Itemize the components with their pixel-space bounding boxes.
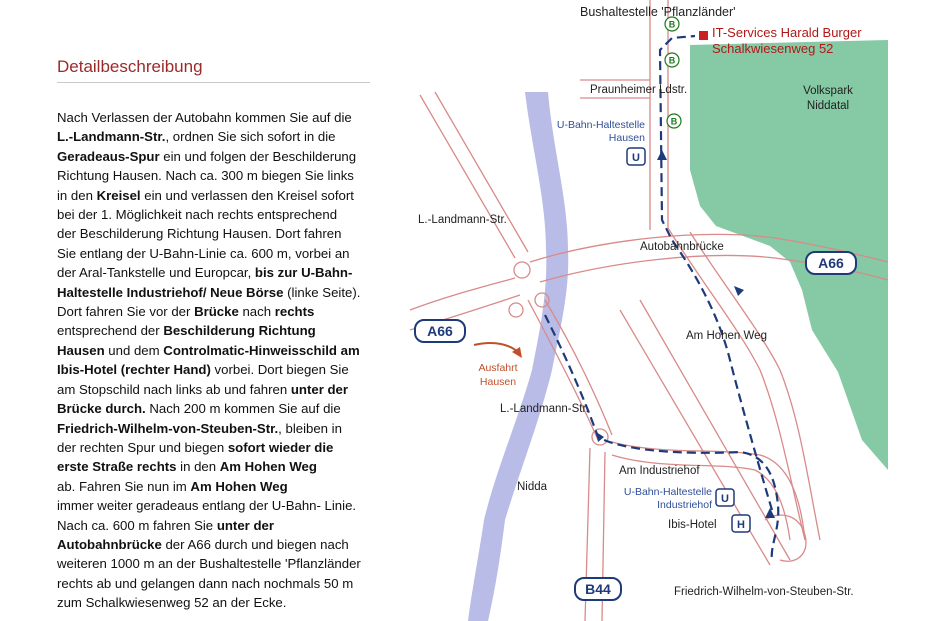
label-volkspark-1: Volkspark	[803, 85, 853, 97]
roundabout-west	[509, 303, 523, 317]
description-emphasis: Controlmatic-Hinweisschild am	[163, 342, 360, 358]
description-text-run: der A66 durch und biegen nach	[161, 536, 349, 552]
label-nidda: Nidda	[517, 481, 548, 493]
description-text-run: immer weiter geradeaus entlang der U-Bahn- Linie.	[57, 498, 357, 514]
label-autobahnbruecke: Autobahnbrücke	[640, 241, 724, 253]
road-landmann-upper	[420, 92, 528, 258]
label-volkspark-2: Niddatal	[806, 100, 850, 112]
description-text-run: ein und verlassen den Kreisel sofort	[140, 187, 354, 203]
description-emphasis: Geradeaus-Spur	[57, 148, 160, 164]
description-text-run: Nach 200 m kommen Sie auf die	[145, 401, 341, 417]
description-emphasis: Am Hohen Weg	[190, 478, 288, 494]
label-ausfahrt-1: Ausfahrt	[478, 362, 518, 374]
exit-arrow	[474, 343, 518, 352]
description-text-run: nach	[238, 304, 275, 320]
description-text-run: Sie entlang der U-Bahn-Linie ca. 600 m, vorbei an	[57, 245, 350, 261]
destination-marker	[699, 31, 708, 40]
description-emphasis: Haltestelle Industriehof/ Neue Börse	[57, 284, 284, 300]
description-emphasis: Kreisel	[96, 187, 141, 203]
description-emphasis: L.-Landmann-Str.	[57, 129, 166, 145]
description-text-run: (linke Seite).	[283, 284, 361, 300]
description-emphasis: Ibis-Hotel (rechter Hand)	[57, 362, 211, 378]
label-ausfahrt-2: Hausen	[479, 376, 517, 388]
road-ubahn-north	[650, 0, 668, 230]
shield-b44-text: B44	[585, 581, 611, 597]
description-text-run: ab. Fahren Sie nun im	[57, 478, 191, 494]
destination-street: Schalkwiesenweg 52	[712, 41, 834, 56]
label-ubahn-ind-2: Industriehof	[657, 499, 712, 511]
description-text-run: der Beschilderung Richtung Hausen. Dort fahren	[57, 226, 342, 242]
ubahn-symbol: U	[721, 493, 729, 505]
bus-symbol: B	[670, 116, 678, 127]
description-text-run: ein und folgen der Beschilderung	[159, 148, 357, 164]
label-landmann-top: L.-Landmann-Str.	[418, 214, 507, 226]
label-steuben: Friedrich-Wilhelm-von-Steuben-Str.	[674, 586, 854, 598]
description-emphasis: Am Hohen Weg	[219, 459, 317, 475]
label-praunheimer: Praunheimer Ldstr.	[590, 84, 688, 96]
description-text-run: Dort fahren Sie vor der	[57, 304, 195, 320]
description-text-run: am Stopschild nach links ab und fahren	[57, 381, 291, 397]
shield-a66-left-text: A66	[427, 323, 453, 339]
description-text-run: Nach Verlassen der Autobahn kommen Sie auf die	[57, 110, 352, 125]
description-text-run: entsprechend der	[57, 323, 164, 339]
description-text-run: , bleiben in	[278, 420, 342, 436]
description-emphasis: Hausen	[57, 342, 105, 358]
description-emphasis: Autobahnbrücke	[57, 536, 162, 552]
river-nidda	[468, 92, 568, 621]
description-text-run: der rechten Spur und biegen	[57, 439, 228, 455]
shield-a66-right-text: A66	[818, 255, 844, 271]
description-emphasis: Beschilderung Richtung	[163, 323, 316, 339]
description-emphasis: Friedrich-Wilhelm-von-Steuben-Str.	[57, 420, 279, 436]
description-emphasis: unter der	[216, 517, 274, 533]
description-text-run: in den	[176, 459, 220, 475]
ubahn-symbol: U	[632, 152, 640, 164]
description-emphasis: unter der	[290, 381, 349, 397]
description-emphasis: Brücke durch.	[57, 401, 146, 417]
description-text-run: Nach ca. 600 m fahren Sie	[57, 517, 217, 533]
bus-stop-label: Bushaltestelle 'Pflanzländer'	[580, 5, 736, 19]
description-text-run: bei der 1. Möglichkeit nach rechts entsprechend	[57, 207, 338, 223]
label-landmann-mid: L.-Landmann-Str.	[500, 403, 589, 415]
hotel-symbol: H	[737, 519, 745, 531]
description-text-run: Richtung Hausen. Nach ca. 300 m biegen Sie links	[57, 168, 354, 184]
label-ubahn-hausen-2: Hausen	[608, 132, 645, 144]
description-emphasis: bis zur U-Bahn-	[254, 265, 353, 281]
description-text-run: der Aral-Tankstelle und Europcar,	[57, 265, 255, 281]
description-text-run: und dem	[104, 342, 164, 358]
description-text-run: rechts ab und gelangen dann nach nochmals 50 m	[57, 575, 354, 591]
destination-name: IT-Services Harald Burger	[712, 25, 862, 40]
description-text-run: zum Schalkwiesenweg 52 an der Ecke.	[57, 595, 287, 611]
description-emphasis: rechts	[274, 304, 315, 320]
description-emphasis: erste Straße rechts	[57, 459, 177, 475]
description-text-run: weiteren 1000 m an der Bushaltestelle 'Pflanzländer	[57, 556, 361, 572]
label-am-hohen-weg: Am Hohen Weg	[686, 330, 767, 342]
bus-symbol: B	[668, 19, 676, 30]
description-emphasis: Brücke	[194, 304, 239, 320]
description-text-run: in den	[57, 187, 97, 203]
bus-symbol: B	[668, 55, 676, 66]
label-ubahn-ind-1: U-Bahn-Haltestelle	[623, 486, 712, 498]
description-title: Detailbeschreibung	[57, 57, 203, 76]
label-ubahn-hausen-1: U-Bahn-Haltestelle	[556, 119, 645, 131]
description-emphasis: sofort wieder die	[227, 439, 334, 455]
roundabout-north	[514, 262, 530, 278]
label-ibis: Ibis-Hotel	[668, 519, 717, 531]
description-text-run: , ordnen Sie sich sofort in die	[165, 129, 336, 145]
label-am-industriehof: Am Industriehof	[619, 465, 700, 477]
description-text-run: vorbei. Dort biegen Sie	[210, 362, 349, 378]
